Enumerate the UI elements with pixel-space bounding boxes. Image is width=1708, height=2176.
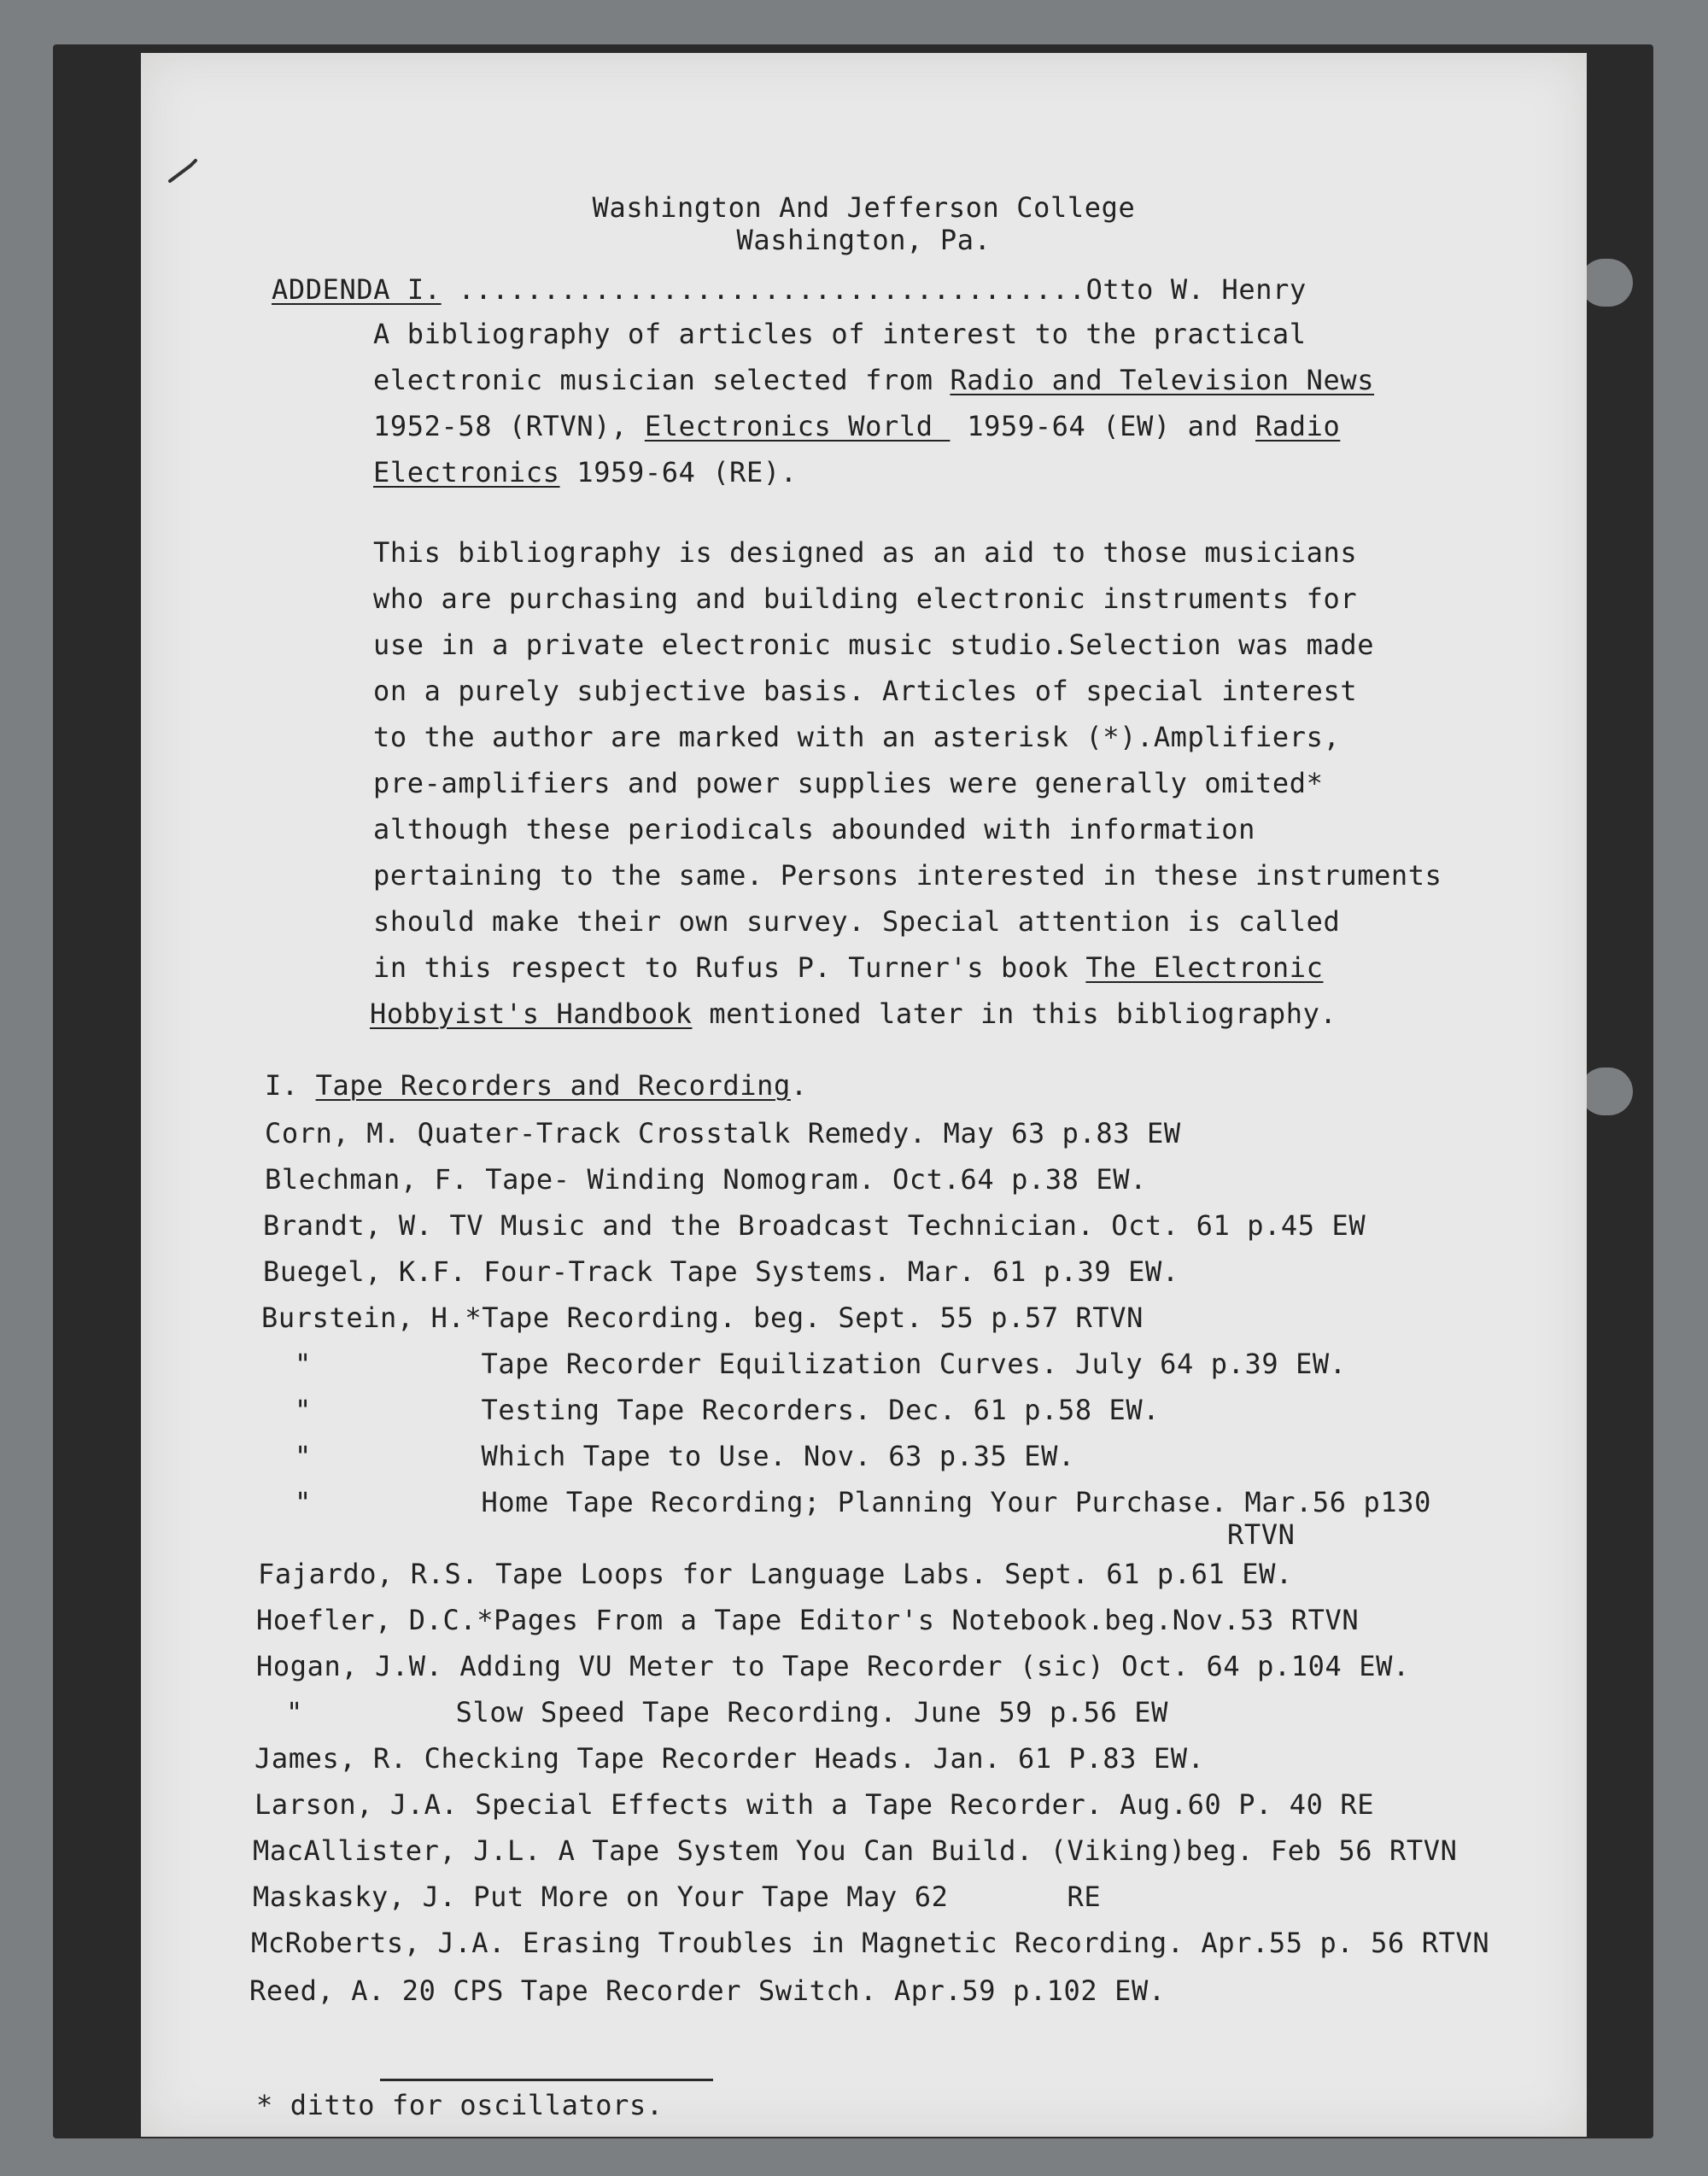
addenda-label: ADDENDA I.	[272, 273, 442, 306]
bibliography-entry: " Tape Recorder Equilization Curves. July 64 p.39 EW.	[295, 1348, 1347, 1380]
intro-line: Electronics 1959-64 (RE).	[373, 456, 798, 488]
bibliography-entry: Burstein, H.*Tape Recording. beg. Sept. 55 p.57 RTVN	[261, 1302, 1144, 1334]
bibliography-entry: Fajardo, R.S. Tape Loops for Language Labs. Sept. 61 p.61 EW.	[258, 1558, 1293, 1590]
bibliography-entry: Buegel, K.F. Four-Track Tape Systems. Mar. 61 p.39 EW.	[263, 1255, 1179, 1288]
description-line: in this respect to Rufus P. Turner's book The Electronic	[373, 951, 1324, 984]
bibliography-entry: " Which Tape to Use. Nov. 63 p.35 EW.	[295, 1440, 1075, 1472]
typed-page	[141, 53, 1587, 2137]
description-line: who are purchasing and building electronic instruments for	[373, 582, 1358, 615]
intro-line: A bibliography of articles of interest to the practical	[373, 318, 1307, 350]
intro-line: electronic musician selected from Radio and Television News	[373, 364, 1375, 396]
description-line: Hobbyist's Handbook mentioned later in this bibliography.	[370, 997, 1337, 1030]
addenda-line	[272, 273, 1307, 306]
description-line: to the author are marked with an asterisk (*).Amplifiers,	[373, 721, 1341, 753]
journal-title: Radio and Television News	[950, 364, 1375, 396]
punch-hole-middle	[1580, 1068, 1633, 1115]
description-line: This bibliography is designed as an aid to those musicians	[373, 536, 1358, 569]
section-heading: I. Tape Recorders and Recording.	[265, 1069, 808, 1102]
bibliography-entry: MacAllister, J.L. A Tape System You Can Build. (Viking)beg. Feb 56 RTVN	[253, 1834, 1458, 1867]
journal-title: Radio	[1255, 410, 1341, 442]
punch-hole-top	[1580, 259, 1633, 307]
bibliography-entry-continuation: RTVN	[1227, 1518, 1296, 1551]
description-line: on a purely subjective basis. Articles of special interest	[373, 675, 1358, 707]
book-title: Hobbyist's Handbook	[370, 997, 693, 1030]
location-heading: Washington, Pa.	[736, 224, 991, 256]
bibliography-entry: " Testing Tape Recorders. Dec. 61 p.58 EW.	[295, 1394, 1161, 1426]
description-line: pre-amplifiers and power supplies were generally omited*	[373, 767, 1324, 799]
bibliography-entry: " Slow Speed Tape Recording. June 59 p.56 EW	[286, 1696, 1169, 1729]
intro-line: 1952-58 (RTVN), Electronics World 1959-64 (EW) and Radio	[373, 410, 1341, 442]
bibliography-entry: Maskasky, J. Put More on Your Tape May 62 RE	[253, 1881, 1102, 1913]
bibliography-entry: Reed, A. 20 CPS Tape Recorder Switch. Apr.59 p.102 EW.	[249, 1974, 1166, 2007]
bibliography-entry: James, R. Checking Tape Recorder Heads. Jan. 61 P.83 EW.	[254, 1742, 1205, 1775]
bibliography-entry: Larson, J.A. Special Effects with a Tape Recorder. Aug.60 P. 40 RE	[254, 1788, 1375, 1821]
book-title: The Electronic	[1085, 951, 1324, 984]
section-title: Tape Recorders and Recording	[315, 1069, 791, 1102]
description-line: pertaining to the same. Persons interested in these instruments	[373, 859, 1442, 892]
bibliography-entry: McRoberts, J.A. Erasing Troubles in Magnetic Recording. Apr.55 p. 56 RTVN	[251, 1927, 1490, 1959]
description-line: although these periodicals abounded with information	[373, 813, 1256, 845]
description-line: use in a private electronic music studio.Selection was made	[373, 629, 1375, 661]
institution-heading: Washington And Jefferson College	[592, 191, 1136, 224]
addenda-author: Otto W. Henry	[1085, 273, 1307, 306]
ink-mark-icon	[167, 155, 201, 186]
footnote: * ditto for oscillators.	[256, 2089, 664, 2121]
bibliography-entry: Brandt, W. TV Music and the Broadcast Technician. Oct. 61 p.45 EW	[263, 1209, 1366, 1242]
footnote-rule	[380, 2079, 713, 2081]
bibliography-entry: Corn, M. Quater-Track Crosstalk Remedy. May 63 p.83 EW	[265, 1117, 1181, 1149]
description-line: should make their own survey. Special attention is called	[373, 905, 1341, 938]
bibliography-entry: Blechman, F. Tape- Winding Nomogram. Oct.64 p.38 EW.	[265, 1163, 1148, 1196]
journal-title: Electronics World	[644, 410, 951, 442]
addenda-leader: .....................................	[441, 273, 1086, 306]
journal-title: Electronics	[373, 456, 560, 488]
bibliography-entry: Hogan, J.W. Adding VU Meter to Tape Recorder (sic) Oct. 64 p.104 EW.	[256, 1650, 1410, 1682]
bibliography-entry: " Home Tape Recording; Planning Your Purchase. Mar.56 p130	[295, 1486, 1431, 1518]
bibliography-entry: Hoefler, D.C.*Pages From a Tape Editor's Notebook.beg.Nov.53 RTVN	[256, 1604, 1360, 1636]
